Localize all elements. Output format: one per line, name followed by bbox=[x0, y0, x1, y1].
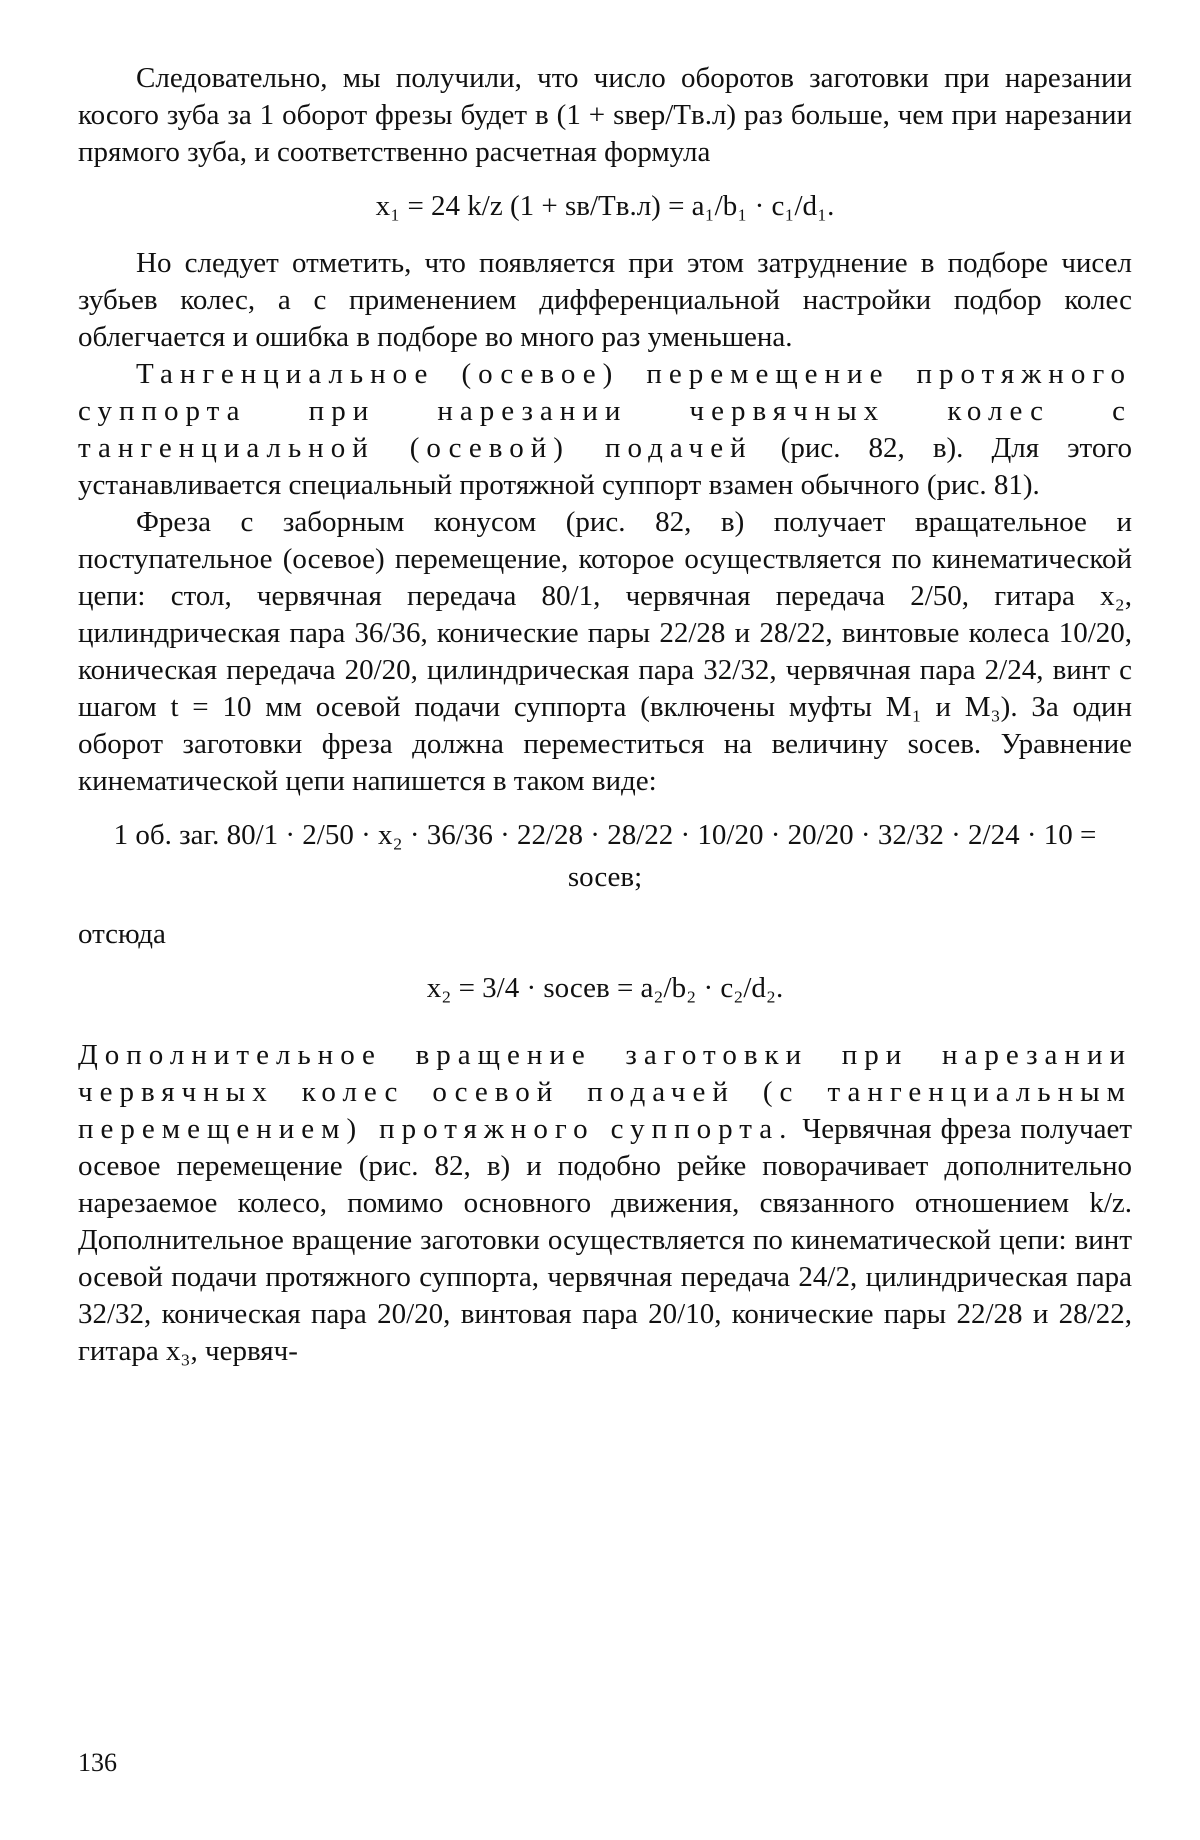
paragraph-4: Фреза с заборным конусом (рис. 82, в) получает вращательное и поступательное (осевое) перемещение, которое осуществляется по кинематической цепи: стол, червячная передача 80/1, червячная передача 2/50, гитара x₂, цилиндрическая пара 36/36, конические пары 22/28 и 28/22, винтовые колеса 10/20, коническая передача 20/20, цилиндрическая пара 32/32, червячная пара 2/24, винт с шагом t = 10 мм осевой подачи суппорта (включены муфты M₁ и M₃). За один оборот заготовки фреза должна переместиться на величину sосев. Уравнение кинематической цепи напишется в таком виде: bbox=[78, 506, 1132, 797]
equation-2: 1 об. заг. 80/1 · 2/50 · x₂ · 36/36 · 22/28 · 28/22 · 10/20 · 20/20 · 32/32 · 2/24 · 10 = sосев; bbox=[113, 819, 1097, 893]
paragraph-3 bbox=[78, 356, 1132, 504]
page-number: 136 bbox=[78, 1748, 117, 1777]
equation-1: x₁ = 24 k/z (1 + sв/Tв.л) = a₁/b₁ · c₁/d₁. bbox=[375, 190, 835, 222]
paragraph-1-text: Следовательно, мы получили, что число оборотов заготовки при нарезании косого зуба за 1 оборот фрезы будет в bbox=[78, 62, 1132, 131]
paragraph-6-text: Червячная фреза получает осевое перемещение (рис. 82, в) и подобно рейке поворачивает дополнительно нарезаемое колесо, помимо основного движения, связанного отношением k/z. Дополнительное вращение заготовки осуществляется по кинематической цепи: винт осевой подачи протяжного суппорта, червячная передача 24/2, цилиндрическая пара 32/32, коническая пара 20/20, винтовая пара 20/10, конические пары 22/28 и 28/22, гитара x₃, червяч- bbox=[78, 1113, 1133, 1367]
paragraph-1-tail: раз больше, чем при нарезании прямого зуба, и соответственно расчетная формула bbox=[78, 99, 1133, 168]
ratio-formula: (1 + sвер/Tв.л) bbox=[556, 99, 737, 131]
paragraph-2: Но следует отметить, что появляется при этом затруднение в подборе чисел зубьев колес, а с применением дифференциальной настройки подбор колес облегчается и ошибка в подборе во много раз уменьшена. bbox=[78, 247, 1132, 353]
paragraph-5: отсюда bbox=[78, 918, 166, 950]
section-heading-tangential: Тангенциальное (осевое) перемещение протяжного суппорта при нарезании червячных колес с тангенциальной (осевой) подачей bbox=[78, 358, 1132, 464]
paragraph-6 bbox=[78, 1037, 1132, 1370]
paragraph-1 bbox=[78, 60, 1132, 171]
equation-3: x₂ = 3/4 · sосев = a₂/b₂ · c₂/d₂. bbox=[426, 972, 784, 1004]
section-heading-additional-rotation: Дополнительное вращение заготовки при нарезании червячных колес осевой подачей (с тангенциальным перемещением) протяжного суппорта. bbox=[78, 1039, 1132, 1145]
paragraph-3-text: (рис. 82, в). Для этого устанавливается специальный протяжной суппорт взамен обычного (рис. 81). bbox=[78, 432, 1133, 501]
